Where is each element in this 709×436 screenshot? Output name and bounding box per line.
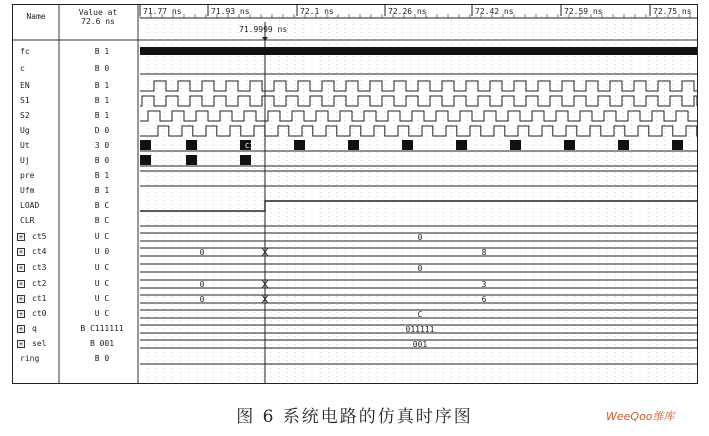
- signal-value-clr: B C: [94, 216, 110, 225]
- wave-s1: [140, 96, 697, 106]
- wave-ut-pulse: [140, 140, 151, 150]
- signal-name-ct5[interactable]: ct5: [32, 232, 47, 241]
- bus-value-sel: 001: [412, 340, 428, 349]
- signal-value-ct4: U 0: [94, 247, 110, 256]
- signal-value-uj: B 0: [94, 156, 110, 165]
- wave-ug: [140, 126, 697, 136]
- bus-value-ct0: C: [417, 310, 423, 319]
- timescale-label: 72.42 ns: [475, 7, 514, 16]
- expand-bus-icon[interactable]: +: [18, 264, 24, 272]
- signal-value-ct3: U C: [94, 263, 110, 272]
- signal-name-ut[interactable]: Ut: [20, 141, 30, 150]
- signal-value-ufm: B 1: [94, 186, 110, 195]
- signal-value-fc: B 1: [94, 47, 110, 56]
- expand-bus-icon[interactable]: +: [18, 295, 24, 303]
- value-header-line2: 72.6 ns: [81, 17, 115, 26]
- wave-uj-pulse: [240, 155, 251, 165]
- signal-name-ring[interactable]: ring: [20, 354, 40, 363]
- signal-name-sel[interactable]: sel: [32, 339, 47, 348]
- wave-ut-pulse: [348, 140, 359, 150]
- expand-bus-icon[interactable]: +: [18, 310, 24, 318]
- signal-value-ring: B 0: [94, 354, 110, 363]
- wave-uj-pulse: [140, 155, 151, 165]
- cursor-time-label: 71.9999 ns: [239, 25, 288, 34]
- signal-name-ufm[interactable]: Ufm: [20, 186, 35, 195]
- signal-value-ut: 3 0: [94, 141, 110, 150]
- timescale-label: 72.59 ns: [564, 7, 603, 16]
- expand-bus-icon[interactable]: +: [18, 325, 24, 333]
- signal-value-load: B C: [94, 201, 110, 210]
- wave-ut-pulse: [402, 140, 413, 150]
- wave-load: [140, 201, 697, 211]
- timescale-label: 71.77 ns: [143, 7, 182, 16]
- signal-value-q: B C111111: [80, 324, 124, 333]
- wave-en: [140, 81, 697, 91]
- signal-name-uj[interactable]: Uj: [20, 156, 30, 165]
- bus-value-ct1-before: 0: [199, 295, 205, 304]
- signal-name-en[interactable]: EN: [20, 81, 30, 90]
- name-header-label: Name: [26, 12, 46, 21]
- expand-bus-icon[interactable]: +: [18, 248, 24, 256]
- signal-name-s2[interactable]: S2: [20, 111, 30, 120]
- signal-value-ct1: U C: [94, 294, 110, 303]
- signal-name-s1[interactable]: S1: [20, 96, 30, 105]
- wave-ut-pulse: [294, 140, 305, 150]
- bus-value-ct5: 0: [417, 233, 423, 242]
- signal-value-ct0: U C: [94, 309, 110, 318]
- timescale-label: 72.1 ns: [300, 7, 334, 16]
- wave-ut-pulse: [672, 140, 683, 150]
- expand-bus-icon[interactable]: +: [18, 233, 24, 241]
- bus-value-ct3: 0: [417, 264, 423, 273]
- value-header-line1: Value at: [78, 8, 118, 17]
- signal-value-ug: D 0: [94, 126, 110, 135]
- wave-fc: [140, 47, 697, 55]
- signal-name-q[interactable]: q: [32, 324, 37, 333]
- signal-name-ct2[interactable]: ct2: [32, 279, 47, 288]
- signal-value-s1: B 1: [94, 96, 110, 105]
- bus-value-ct2-after: 3: [481, 280, 487, 289]
- bus-value-ct4-before: 0: [199, 248, 205, 257]
- signal-name-ct1[interactable]: ct1: [32, 294, 47, 303]
- wave-ut-pulse: [456, 140, 467, 150]
- signal-name-c[interactable]: c: [20, 64, 25, 73]
- expand-bus-icon[interactable]: +: [18, 340, 24, 348]
- wave-ut-pulse: [618, 140, 629, 150]
- signal-value-en: B 1: [94, 81, 110, 90]
- signal-name-fc[interactable]: fc: [20, 47, 30, 56]
- bus-value-ct1-after: 6: [481, 295, 487, 304]
- signal-value-c: B 0: [94, 64, 110, 73]
- timescale-label: 72.75 ns: [653, 7, 692, 16]
- signal-value-s2: B 1: [94, 111, 110, 120]
- wave-uj-pulse: [186, 155, 197, 165]
- expand-bus-icon[interactable]: +: [18, 280, 24, 288]
- signal-name-ug[interactable]: Ug: [20, 126, 30, 135]
- wave-ut-pulse: [564, 140, 575, 150]
- signal-name-ct4[interactable]: ct4: [32, 247, 47, 256]
- wave-ut-pulse-label: C1: [245, 142, 254, 150]
- bus-value-ct4-after: 8: [481, 248, 487, 257]
- signal-name-load[interactable]: LOAD: [20, 201, 40, 210]
- signal-name-ct3[interactable]: ct3: [32, 263, 47, 272]
- signal-value-ct2: U C: [94, 279, 110, 288]
- signal-name-pre[interactable]: pre: [20, 171, 35, 180]
- signal-value-pre: B 1: [94, 171, 110, 180]
- timescale-label: 71.93 ns: [211, 7, 250, 16]
- bus-value-ct2-before: 0: [199, 280, 205, 289]
- wave-ut-pulse: [510, 140, 521, 150]
- signal-value-ct5: U C: [94, 232, 110, 241]
- timescale-label: 72.26 ns: [388, 7, 427, 16]
- signal-name-ct0[interactable]: ct0: [32, 309, 47, 318]
- signal-name-clr[interactable]: CLR: [20, 216, 35, 225]
- watermark-logo: WeeQoo维库: [606, 410, 675, 423]
- signal-value-sel: B 001: [89, 339, 115, 348]
- wave-ut-pulse: [186, 140, 197, 150]
- figure-caption: 图 6 系统电路的仿真时序图: [236, 407, 473, 427]
- bus-value-q: 011111: [405, 325, 435, 334]
